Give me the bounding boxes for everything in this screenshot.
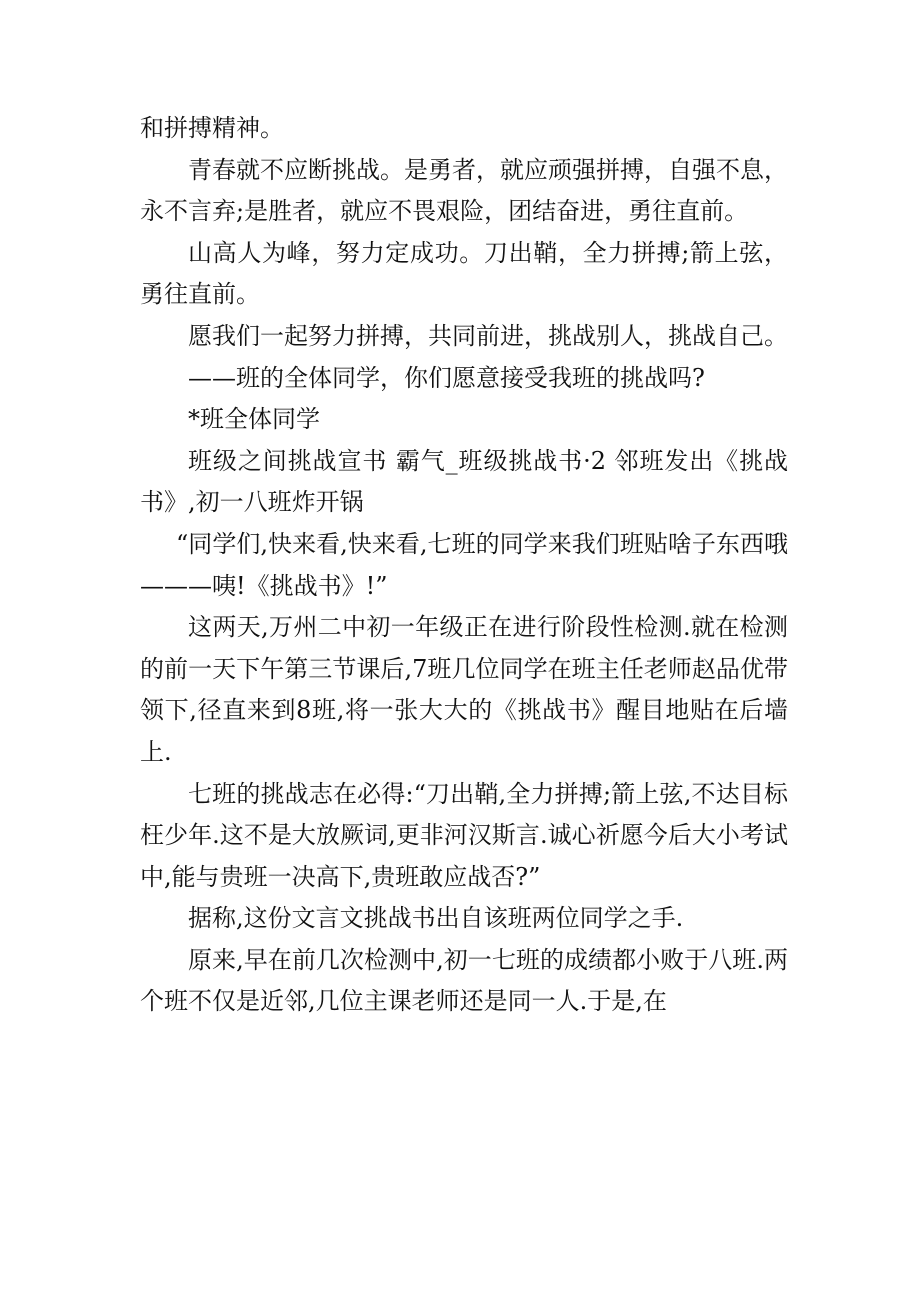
paragraph-signature: *班全体同学 [188,405,320,434]
paragraph-question: ——班的全体同学，你们愿意接受我班的挑战吗? [188,363,705,392]
paragraph-exam-event: 这两天,万州二中初一年级正在进行阶段性检测.就在检测的前一天下午第三节课后,7班几位同学在班主任老师赵品优带领下,径直来到8班,将一张大大的《挑战书》醒目地贴在后墙上. [140,613,788,766]
paragraph-youth-challenge: 青春就不应断挑战。是勇者，就应顽强拼搏，自强不息，永不言弃;是胜者，就应不畏艰险，团结奋进，勇往直前。 [140,155,788,226]
paragraph-quote: “同学们,快来看,快来看,七班的同学来我们班贴啥子东西哦———咦!《挑战书》!” [140,529,788,600]
paragraph-continuation: 和拼搏精神。 [140,114,284,142]
paragraph-article-title: 班级之间挑战宣书 霸气_班级挑战书·2 邻班发出《挑战书》,初一八班炸开锅 [140,446,788,517]
paragraph-wish: 愿我们一起努力拼搏，共同前进，挑战别人，挑战自己。 [188,321,788,350]
document-body [140,108,788,1023]
paragraph-authorship: 据称,这份文言文挑战书出自该班两位同学之手. [188,904,684,933]
paragraph-mountain-peak: 山高人为峰，努力定成功。刀出鞘，全力拼搏;箭上弦，勇往直前。 [140,238,788,309]
paragraph-background: 原来,早在前几次检测中,初一七班的成绩都小败于八班.两个班不仅是近邻,几位主课老师还是同一人.于是,在 [140,945,788,1016]
paragraph-class-seven-challenge: 七班的挑战志在必得:“刀出鞘,全力拼搏;箭上弦,不达目标枉少年.这不是大放厥词,更非河汉斯言.诚心祈愿今后大小考试中,能与贵班一决高下,贵班敢应战否?” [140,779,788,891]
